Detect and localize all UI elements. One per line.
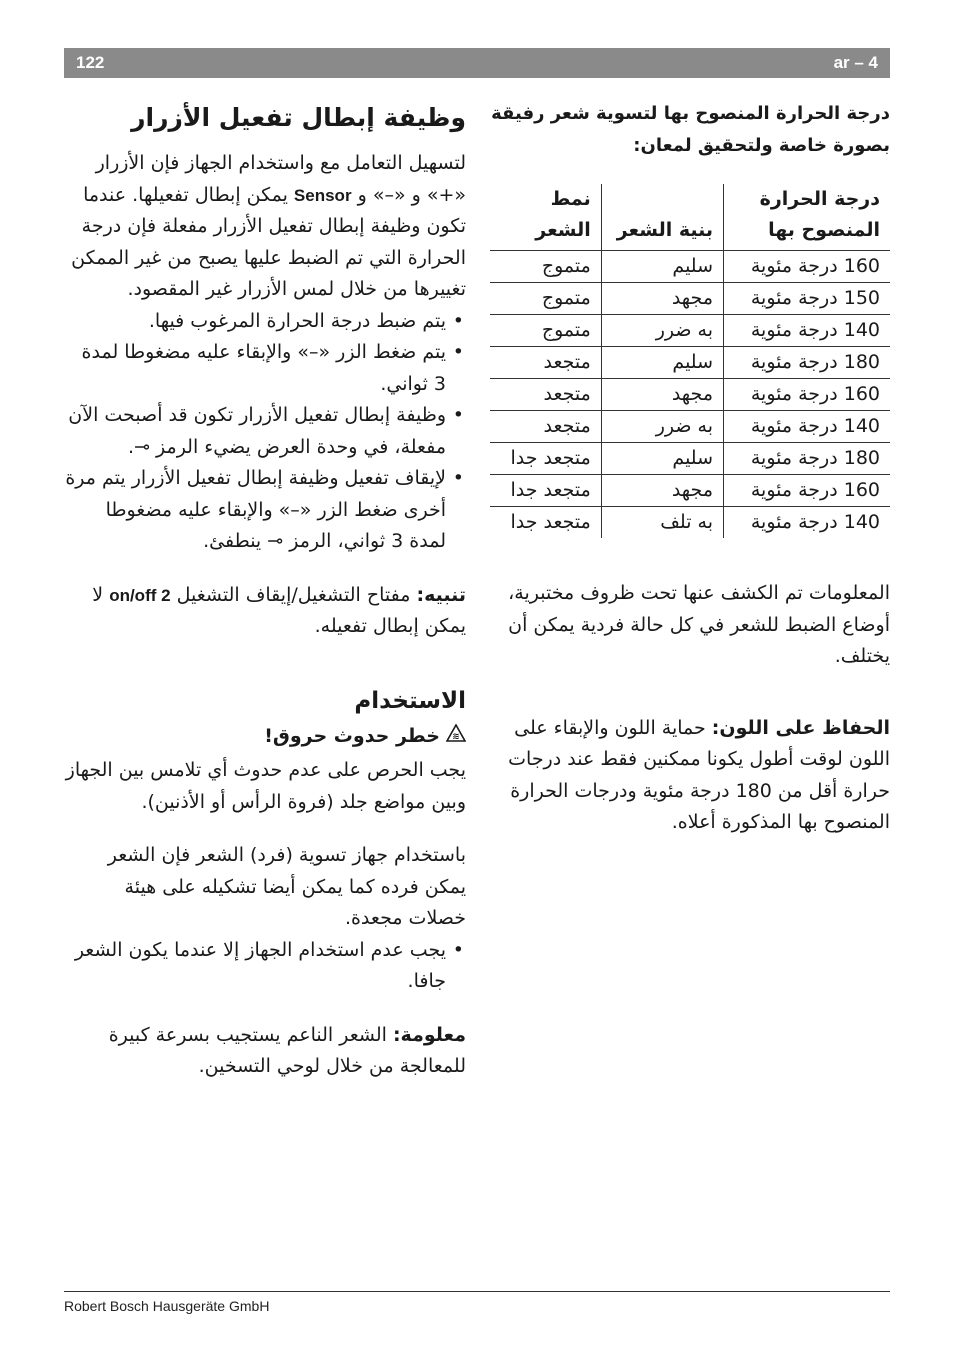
table-header-row xyxy=(490,184,890,251)
cell-structure: سليم xyxy=(601,443,723,475)
intro-text-1: لتسهيل التعامل مع واستخدام الجهاز فإن الأزرار «+» و «–» و xyxy=(95,152,466,206)
cell-style: متجعد جدا xyxy=(510,511,591,533)
cell-temperature: 140 درجة مئوية xyxy=(724,315,890,347)
danger-paragraph: يجب الحرص على عدم حدوث أي تلامس بين الجهاز وبين مواضع جلد (فروة الرأس أو الأذنين). xyxy=(65,759,466,813)
cell-style: متجعد جدا xyxy=(510,479,591,501)
section-label: ar – 4 xyxy=(833,53,878,72)
footer-company: Robert Bosch Hausgeräte GmbH xyxy=(64,1298,270,1314)
cell-structure: سليم xyxy=(601,251,723,283)
usage-list xyxy=(64,935,466,998)
cell-temperature: 160 درجة مئوية xyxy=(724,475,890,507)
cell-structure: به ضرر xyxy=(601,411,723,443)
danger-heading xyxy=(64,719,466,754)
table-row xyxy=(490,475,890,507)
page-number: 122 xyxy=(76,53,105,72)
table-title: درجة الحرارة المنصوح بها لتسوية شعر رفيقة بصورة خاصة ولتحقيق لمعان: xyxy=(491,103,890,156)
table-row xyxy=(490,347,890,379)
cell-style: متموج xyxy=(541,319,591,341)
list-item: • وظيفة إبطال تفعيل الأزرار تكون قد أصبحت الآن مفعلة، في وحدة العرض يضيء الرمز ⊸. xyxy=(64,400,466,463)
info-text: الشعر الناعم يستجيب بسرعة كبيرة للمعالجة من خلال لوحي التسخين. xyxy=(108,1023,466,1077)
list-item: • يتم ضغط الزر «–» والإبقاء عليه مضغوطا لمدة 3 ثواني. xyxy=(64,337,466,400)
table-row xyxy=(490,283,890,315)
info-label: معلومة: xyxy=(392,1023,466,1046)
cell-style: متجعد جدا xyxy=(510,447,591,469)
table-row xyxy=(490,315,890,347)
color-label: الحفاظ على اللون: xyxy=(711,716,890,739)
left-column xyxy=(64,98,466,1083)
color-text: حماية اللون والإبقاء على اللون لوقت أطول يكونا ممكنين فقط عند درجات حرارة أقل من 180 درجة مئوية ودرجات الحرارة المنصوح بها المذكورة أعلاه. xyxy=(508,716,890,833)
sensor-label: Sensor xyxy=(293,185,352,205)
cell-style: متموج xyxy=(541,287,591,309)
cell-structure: به ضرر xyxy=(601,315,723,347)
cell-temperature: 160 درجة مئوية xyxy=(724,379,890,411)
table-row xyxy=(490,507,890,539)
lab-info-paragraph: المعلومات تم الكشف عنها تحت ظروف مختبرية، أوضاع الضبط للشعر في كل حالة فردية يمكن أن يختلف. xyxy=(508,582,890,667)
onoff-label: on/off 2 xyxy=(109,585,171,605)
cell-style: متموج xyxy=(541,255,591,277)
warning-triangle-icon xyxy=(446,719,466,753)
list-item: • يتم ضبط درجة الحرارة المرغوب فيها. xyxy=(64,306,466,338)
cell-temperature: 140 درجة مئوية xyxy=(724,411,890,443)
list-item: • لإيقاف تفعيل وظيفة إبطال تفعيل الأزرار يتم مرة أخرى ضغط الزر «–» والإبقاء عليه مضغوطا لمدة 3 ثواني، الرمز ⊸ ينطفئ. xyxy=(64,463,466,558)
color-paragraph xyxy=(490,713,890,839)
header-structure: بنية الشعر xyxy=(601,184,723,251)
steps-list xyxy=(64,306,466,558)
temperature-table xyxy=(490,184,890,538)
note-text-1: مفتاح التشغيل/إيقاف التشغيل xyxy=(170,583,417,606)
cell-temperature: 180 درجة مئوية xyxy=(724,443,890,475)
cell-structure: مجهد xyxy=(601,475,723,507)
cell-style: متجعد xyxy=(543,415,591,437)
info-paragraph xyxy=(64,1020,466,1083)
cell-style: متجعد xyxy=(543,351,591,373)
section-title: وظيفة إبطال تفعيل الأزرار xyxy=(131,103,466,132)
note-label: تنبيه: xyxy=(416,583,466,606)
note-paragraph xyxy=(64,580,466,643)
cell-structure: سليم xyxy=(601,347,723,379)
list-item: • يجب عدم استخدام الجهاز إلا عندما يكون الشعر جافا. xyxy=(64,935,466,998)
table-row xyxy=(490,443,890,475)
cell-structure: مجهد xyxy=(601,283,723,315)
right-column xyxy=(490,98,890,839)
danger-label: خطر حدوث حروق! xyxy=(264,724,440,747)
cell-structure: مجهد xyxy=(601,379,723,411)
cell-structure: به تلف xyxy=(601,507,723,539)
table-row xyxy=(490,251,890,283)
intro-paragraph xyxy=(64,148,466,306)
cell-temperature: 140 درجة مئوية xyxy=(724,507,890,539)
header-temperature: درجة الحرارة المنصوح بها xyxy=(724,184,890,251)
table-row xyxy=(490,411,890,443)
cell-temperature: 160 درجة مئوية xyxy=(724,251,890,283)
cell-style: متجعد xyxy=(543,383,591,405)
cell-temperature: 150 درجة مئوية xyxy=(724,283,890,315)
table-row xyxy=(490,379,890,411)
intro-text-2: يمكن إبطال تفعيلها. عندما تكون وظيفة إبطال تفعيل الأزرار مفعلة فإن درجة الحرارة التي تم الضبط عليها يصبح من غير الممكن تغييرها من خلال لمس الأزرار غير المقصود. xyxy=(71,183,466,300)
cell-temperature: 180 درجة مئوية xyxy=(724,347,890,379)
note-text-2: لا يمكن إبطال تفعيله. xyxy=(92,583,466,637)
footer-divider xyxy=(64,1291,890,1292)
header-bar xyxy=(64,48,890,78)
usage-heading: الاستخدام xyxy=(354,687,466,714)
header-style: نمط الشعر xyxy=(535,188,591,241)
usage-paragraph: باستخدام جهاز تسوية (فرد) الشعر فإن الشعر يمكن فرده كما يمكن أيضا تشكيله على هيئة خصلات مجعدة. xyxy=(107,844,466,929)
svg-text:≋: ≋ xyxy=(452,732,460,742)
